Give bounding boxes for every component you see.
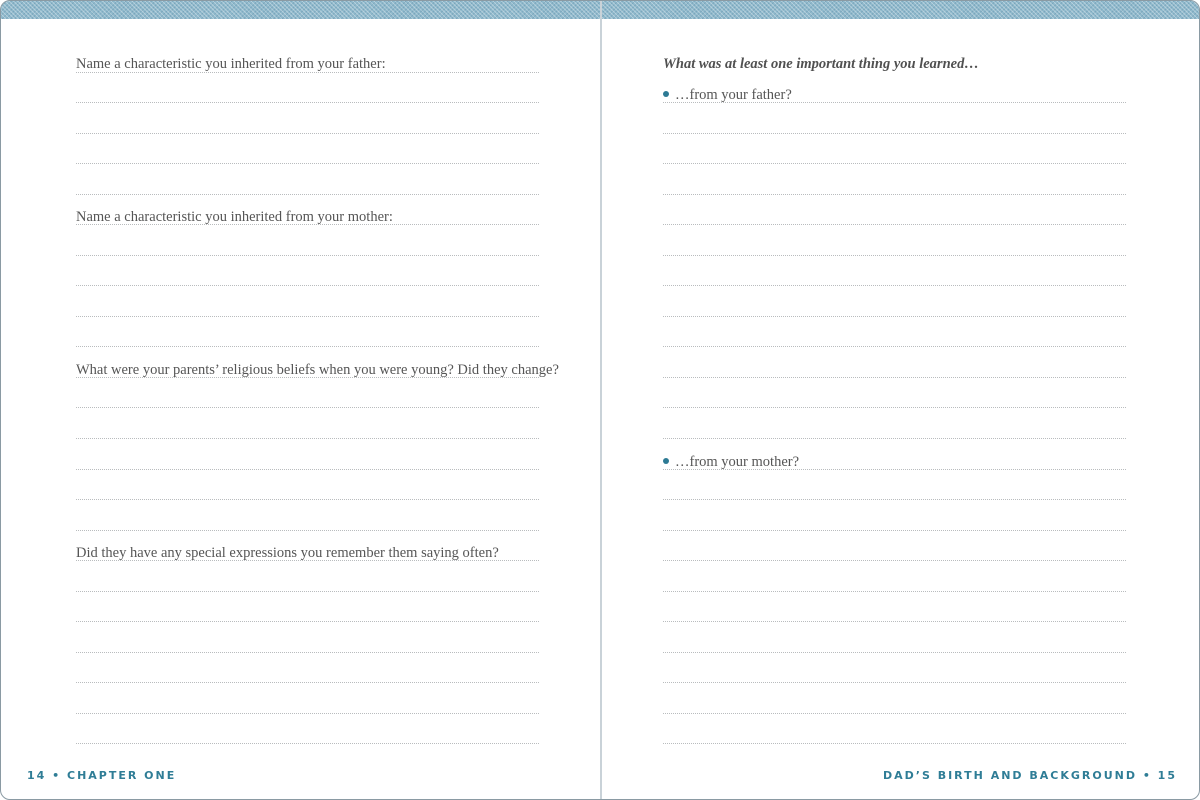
answer-line[interactable]	[663, 499, 1126, 500]
answer-line[interactable]	[76, 591, 539, 592]
answer-line[interactable]	[76, 346, 539, 347]
answer-line[interactable]	[663, 591, 1126, 592]
answer-line[interactable]	[76, 560, 539, 561]
answer-line[interactable]	[663, 560, 1126, 561]
left-page-footer: 14 • CHAPTER ONE	[27, 769, 177, 782]
answer-line[interactable]	[76, 621, 539, 622]
answer-line[interactable]	[76, 407, 539, 408]
answer-line[interactable]	[76, 285, 539, 286]
answer-line[interactable]	[76, 713, 539, 714]
answer-line[interactable]	[76, 72, 539, 73]
answer-line[interactable]	[663, 255, 1126, 256]
answer-line[interactable]	[76, 469, 539, 470]
answer-line[interactable]	[76, 102, 539, 103]
answer-line[interactable]	[76, 194, 539, 195]
prompt-special-expressions: Did they have any special expressions you remember them saying often?	[76, 545, 499, 561]
prompt-religious-beliefs: What were your parents’ religious beliefs when you were young? Did they change?	[76, 362, 559, 378]
answer-line[interactable]	[663, 346, 1126, 347]
answer-line[interactable]	[663, 621, 1126, 622]
answer-line[interactable]	[76, 163, 539, 164]
answer-line[interactable]	[76, 133, 539, 134]
answer-line[interactable]	[76, 316, 539, 317]
bullet-dot-icon	[663, 458, 669, 464]
right-page	[602, 1, 1199, 799]
answer-line[interactable]	[76, 743, 539, 744]
answer-line[interactable]	[663, 194, 1126, 195]
answer-line[interactable]	[663, 438, 1126, 439]
answer-line[interactable]	[76, 682, 539, 683]
answer-line[interactable]	[663, 377, 1126, 378]
answer-line[interactable]	[76, 377, 539, 378]
answer-line[interactable]	[663, 163, 1126, 164]
answer-line[interactable]	[76, 530, 539, 531]
answer-line[interactable]	[663, 407, 1126, 408]
bullet-from-father-label: …from your father?	[675, 87, 792, 103]
answer-line[interactable]	[76, 438, 539, 439]
prompt-father-characteristic: Name a characteristic you inherited from your father:	[76, 56, 386, 72]
answer-line[interactable]	[663, 713, 1126, 714]
answer-line[interactable]	[76, 652, 539, 653]
answer-line[interactable]	[663, 530, 1126, 531]
answer-line[interactable]	[663, 316, 1126, 317]
prompt-mother-characteristic: Name a characteristic you inherited from your mother:	[76, 209, 393, 225]
answer-line[interactable]	[663, 743, 1126, 744]
answer-line[interactable]	[663, 469, 1126, 470]
bullet-dot-icon	[663, 91, 669, 97]
answer-line[interactable]	[663, 285, 1126, 286]
answer-line[interactable]	[663, 224, 1126, 225]
answer-line[interactable]	[663, 652, 1126, 653]
answer-line[interactable]	[76, 255, 539, 256]
answer-line[interactable]	[76, 499, 539, 500]
answer-line[interactable]	[663, 102, 1126, 103]
learned-heading: What was at least one important thing you learned…	[663, 56, 979, 72]
answer-line[interactable]	[76, 224, 539, 225]
left-page	[1, 1, 600, 799]
answer-line[interactable]	[663, 133, 1126, 134]
right-page-footer: DAD’S BIRTH AND BACKGROUND • 15	[883, 769, 1177, 782]
bullet-from-mother-label: …from your mother?	[675, 454, 800, 470]
answer-line[interactable]	[663, 682, 1126, 683]
